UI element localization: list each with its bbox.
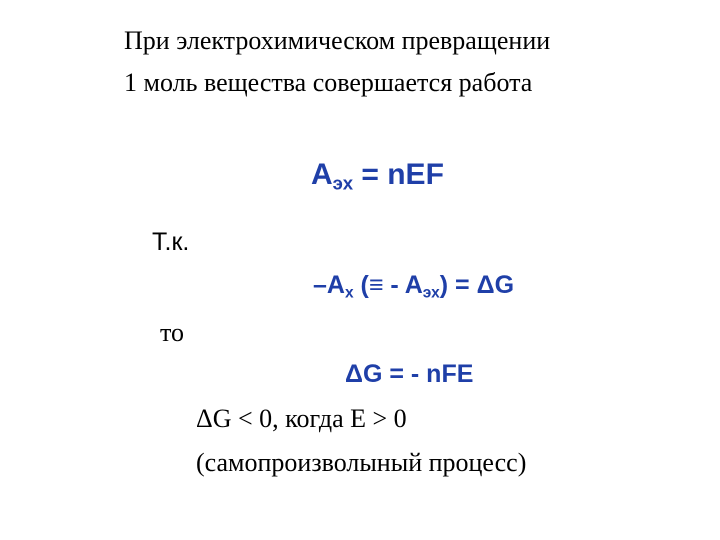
condition-text: ΔG < 0, когда E > 0 [196,404,407,433]
intro-line-1: При электрохимическом превращении [124,26,551,55]
relation-lead: –A [313,271,345,299]
relation-formula [313,271,515,302]
gibbs-formula: ΔG = - nFE [345,360,474,388]
work-symbol: A [311,158,333,191]
work-formula [311,158,444,194]
intro-line-2: 1 моль вещества совершается работа [124,68,533,97]
since-label: Т.к. [152,228,190,256]
work-subscript: эх [332,172,354,194]
relation-sub-2: эх [422,284,440,302]
relation-tail: ) = ΔG [439,271,515,299]
work-rhs: = nEF [353,158,444,191]
then-label: то [160,318,185,347]
relation-sub-1: x [344,284,354,302]
relation-middle: (≡ - A [353,271,423,299]
process-note: (самопроизволыный процесс) [196,448,527,477]
